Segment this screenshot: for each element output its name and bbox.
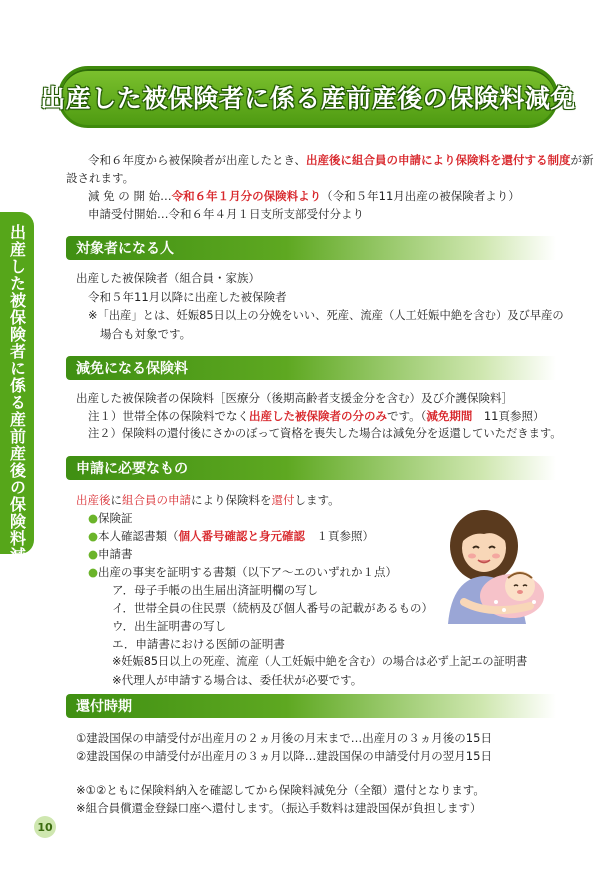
intro-start-note: （令和５年11月出産の被保険者より） [321,189,520,203]
required-item-1-label: 本人確認書類（ [98,529,179,543]
required-note1: ※妊娠85日以上の死産、流産（人工妊娠中絶を含む）の場合は必ず上記エの証明書 [112,655,528,668]
exempt-line2-b: です。（ [387,409,427,423]
target-line3: ※「出産」とは、妊娠85日以上の分娩をいい、死産、流産（人工妊娠中絶を含む）及び早産の [88,309,564,322]
exempt-line2-red2: 減免期間 [426,409,473,423]
required-item-2-label: 申請書 [98,547,133,561]
required-item-2 [88,546,133,562]
target-line4: 場合も対象です。 [100,327,192,341]
side-tab-label: 出産した被保険者に係る産前産後の保険料減免 [7,224,27,581]
intro-start-red: 令和６年１月分の保険料より [171,189,322,203]
required-sub-3: エ．申請書における医師の証明書 [112,637,285,651]
required-item-0 [88,510,133,526]
intro-line1-b: が新 [570,153,594,167]
section-title-target: 対象者になる人 [76,241,174,257]
section-header-exempt [66,356,556,380]
required-id-note: １頁参照） [305,529,375,543]
required-item-3-label: 出産の事実を証明する書類（以下ア～エのいずれか１点） [98,565,398,579]
intro-start [88,188,520,204]
refund-line1: ①建設国保の申請受付が出産月の２ヵ月後の月末まで…出産月の３ヵ月後の15日 [76,731,492,745]
intro-line2: 設されます。 [66,171,135,185]
required-item-1 [88,528,374,544]
section-title-refund: 還付時期 [76,699,132,715]
bullet-icon: ● [88,565,99,579]
required-id-red: 個人番号確認と身元確認 [178,529,306,543]
required-sub-0: ア．母子手帳の出生届出済証明欄の写し [112,583,319,597]
page-number: 10 [34,816,56,838]
title-banner [40,66,576,128]
exempt-line2-a: 注１）世帯全体の保険料でなく [88,409,249,423]
required-a: に [110,493,122,507]
refund-line3: ※①②ともに保険料納入を確認してから保険料減免分（全額）還付となります。 [76,783,485,797]
section-title-required: 申請に必要なもの [76,461,188,477]
target-line2: 令和５年11月以降に出産した被保険者 [88,290,287,304]
target-line1: 出産した被保険者（組合員・家族） [76,271,260,285]
bullet-icon: ● [88,529,99,543]
intro-line1-a: 令和６年度から被保険者が出産したとき、 [88,153,307,167]
required-c: します。 [294,493,340,507]
required-note2: ※代理人が申請する場合は、委任状が必要です。 [112,673,363,687]
exempt-line2-c: 11頁参照） [472,409,545,423]
exempt-line2 [88,408,544,424]
required-line1 [76,492,340,508]
bullet-icon: ● [88,511,99,525]
required-sub-2: ウ．出生証明書の写し [112,619,227,633]
side-tab [0,212,34,581]
required-item-3 [88,564,397,580]
section-header-refund [66,694,556,718]
exempt-line3: 注２）保険料の還付後にさかのぼって資格を喪失した場合は減免分を返還していただきます。 [88,427,562,440]
required-sub-1: イ．世帯全員の住民票（続柄及び個人番号の記載があるもの） [112,601,433,615]
section-header-required [66,456,556,480]
required-red3: 還付 [271,493,295,507]
refund-line2: ②建設国保の申請受付が出産月の３ヵ月以降…建設国保の申請受付月の翌月15日 [76,749,492,763]
page-title: 出産した被保険者に係る産前産後の保険料減免 [40,84,576,113]
required-red2: 組合員の申請 [122,493,191,507]
intro-line1 [88,152,594,168]
mother-baby-icon [434,506,556,624]
intro-line1-red: 出産後に組合員の申請により保険料を還付する制度 [306,153,571,167]
bullet-icon: ● [88,547,99,561]
exempt-line2-red: 出産した被保険者の分のみ [249,409,387,423]
intro-start-label: 減 免 の 開 始… [88,189,172,203]
required-b: により保険料を [191,493,272,507]
required-item-0-label: 保険証 [98,511,133,525]
exempt-line1: 出産した被保険者の保険料［医療分（後期高齢者支援金分を含む）及び介護保険料］ [76,391,513,405]
section-title-exempt: 減免になる保険料 [76,361,188,377]
intro-apply: 申請受付開始…令和６年４月１日支所支部受付分より [88,207,364,221]
required-red1: 出産後 [76,493,111,507]
refund-line4: ※組合員償還金登録口座へ還付します。（振込手数料は建設国保が負担します） [76,801,482,815]
section-header-target [66,236,556,260]
